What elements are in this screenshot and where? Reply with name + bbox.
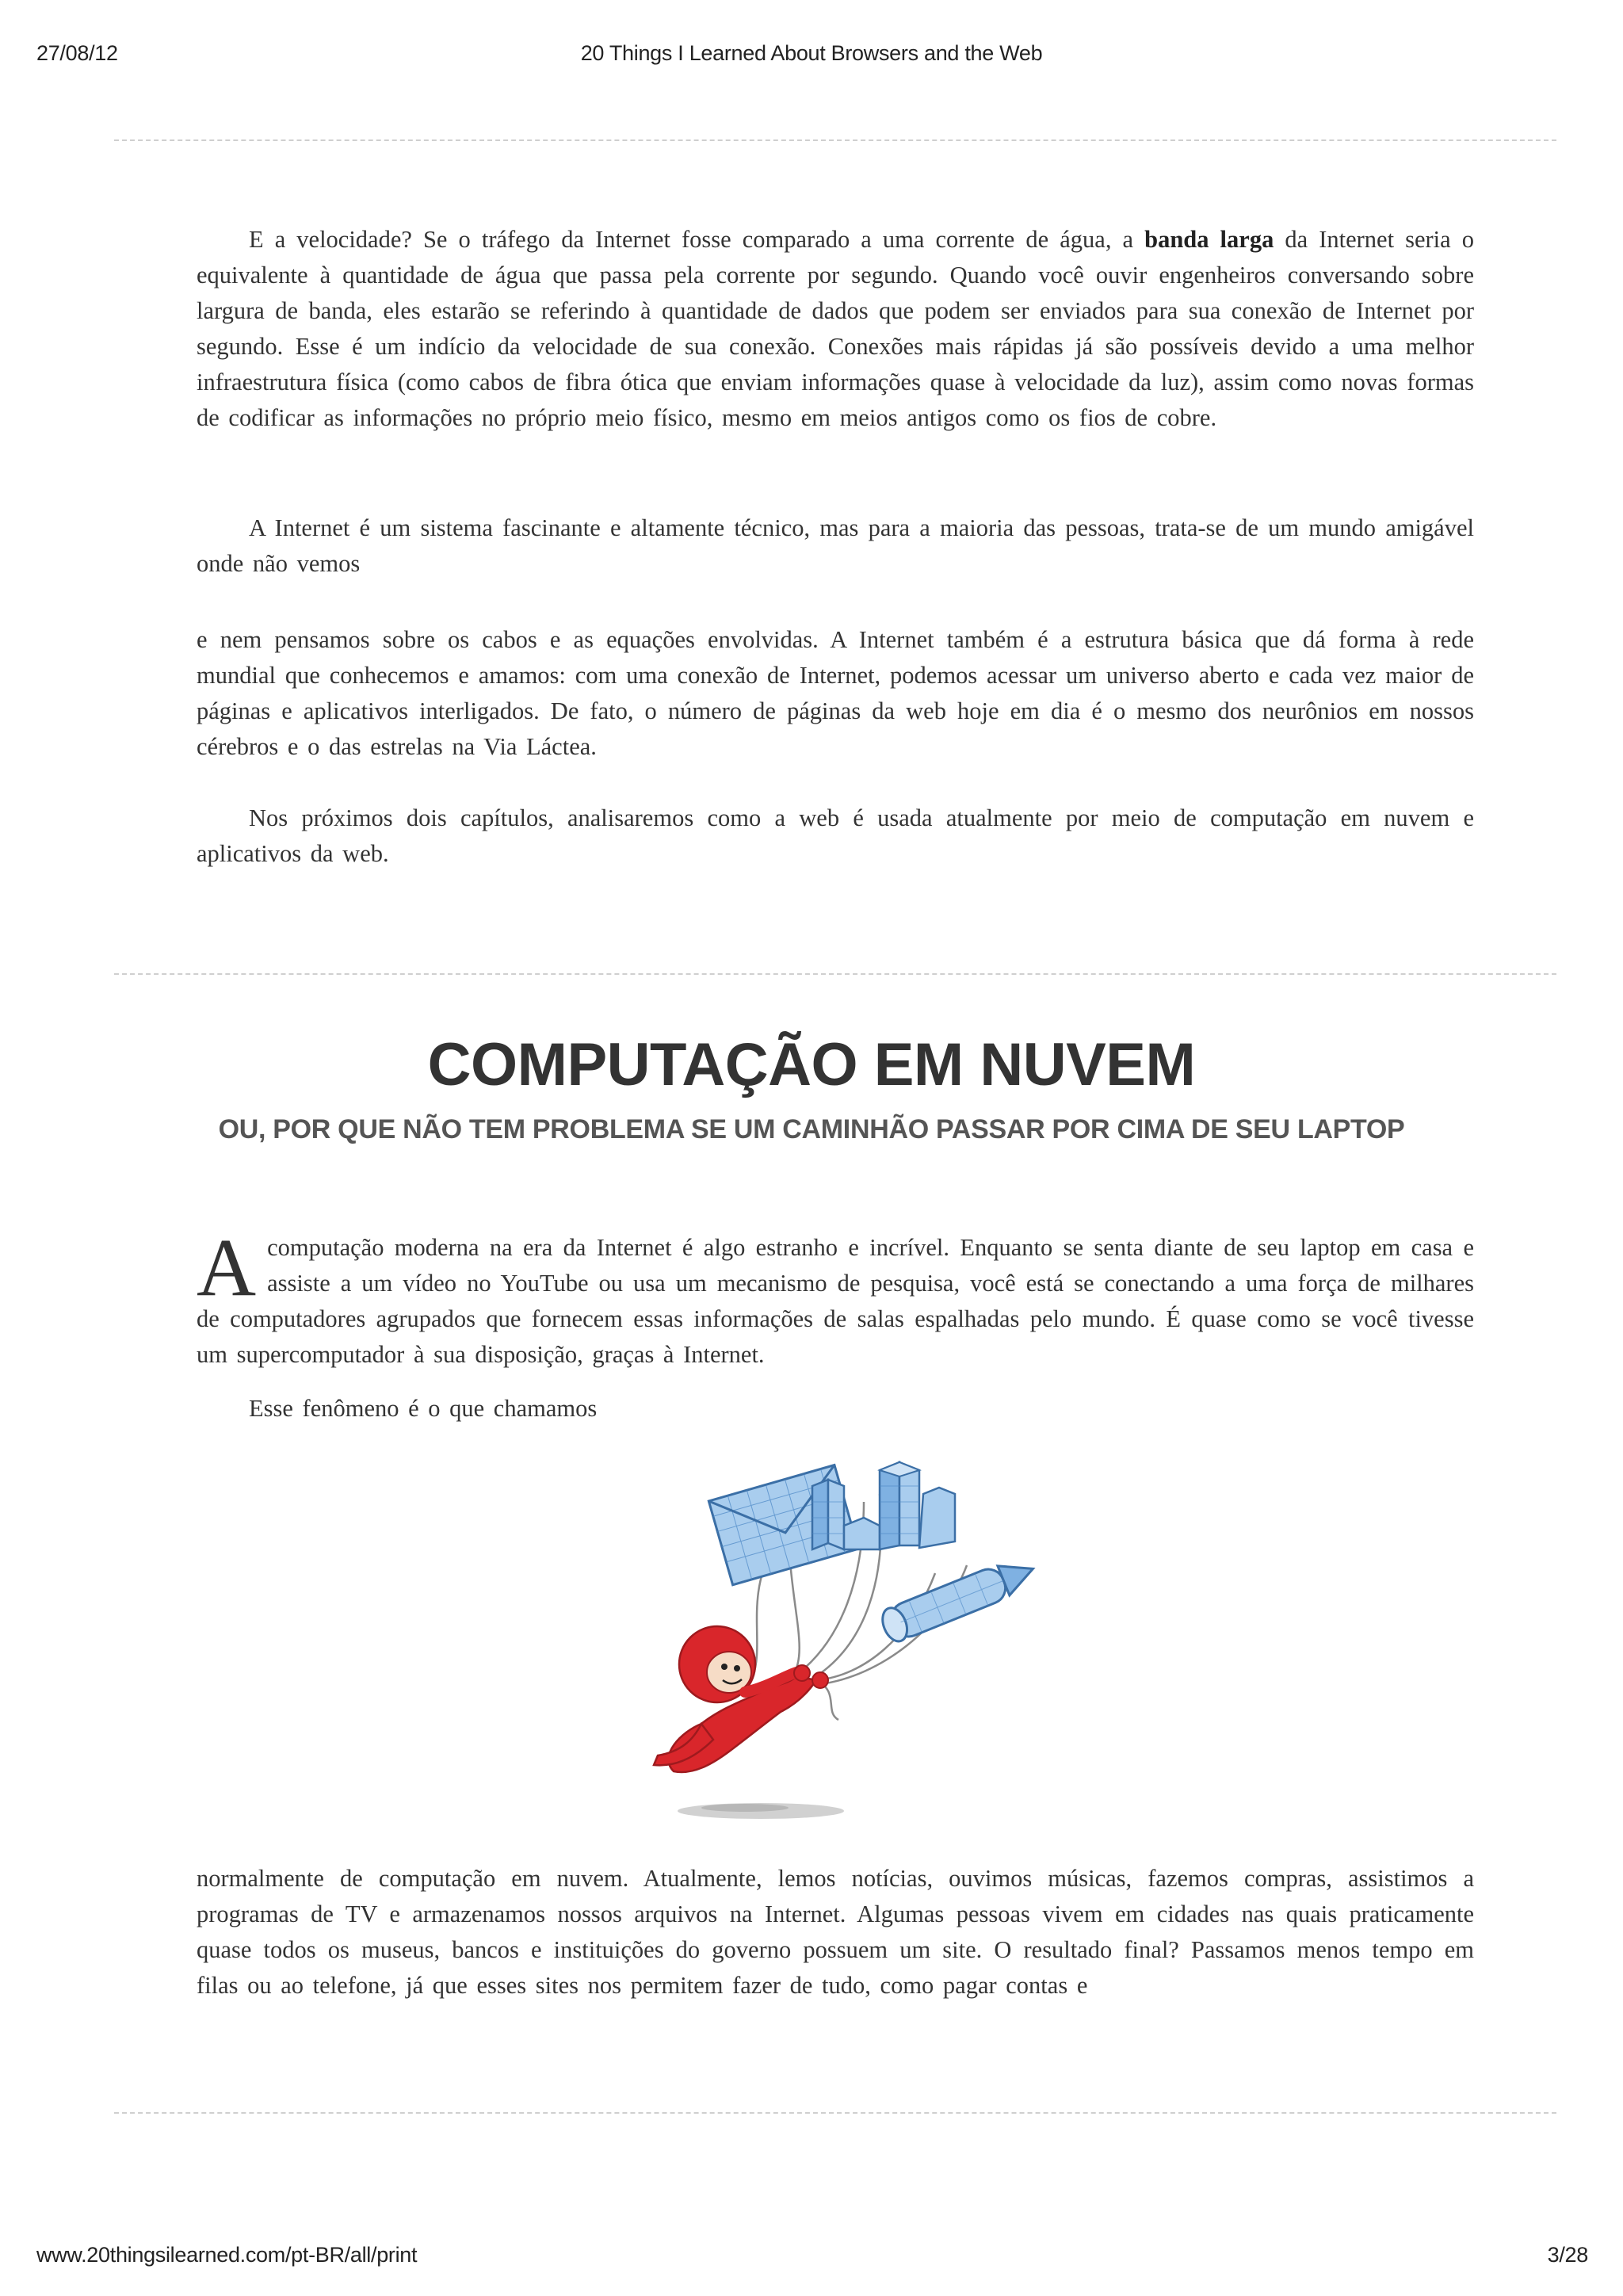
pen-balloon-icon <box>878 1553 1040 1645</box>
paragraph-cloud-usage: normalmente de computação em nuvem. Atualmente, lemos notícias, ouvimos músicas, fazemos compras, assistimos a programas de TV e armazenamos nossos arquivos na Internet. Algumas pessoas vivem em cidades nas quais praticamente quase todos os museus, bancos e instituições do governo possuem um site. O resultado final? Passamos menos tempo em filas ou ao telefone, já que esses sites nos permitem fazer de tudo, como pagar contas e <box>197 1865 1474 1999</box>
paragraph-text: computação moderna na era da Internet é algo estranho e incrível. Enquanto se senta diante de seu laptop em casa e assiste a um vídeo no YouTube ou usa um mecanismo de pesquisa, você está se conectando a uma força de milhares de computadores agrupados que fornecem essas informações de salas espalhadas pelo mundo. É quase como se você tivesse um supercomputador à sua disposição, graças à Internet. <box>197 1234 1474 1368</box>
divider-bottom <box>114 2112 1556 2114</box>
drop-cap: A <box>197 1222 257 1313</box>
red-character-icon <box>654 1626 828 1772</box>
paragraph-bandwidth <box>197 222 1474 436</box>
flying-character-illustration <box>626 1438 1070 1835</box>
paragraph-internet-system: A Internet é um sistema fascinante e altamente técnico, mas para a maioria das pessoas, trata-se de um mundo amigável onde não vemos <box>197 514 1474 577</box>
chapter-title: COMPUTAÇÃO EM NUVEM <box>427 1031 1196 1098</box>
paragraph-next-chapters: Nos próximos dois capítulos, analisaremos como a web é usada atualmente por meio de computação em nuvem e aplicativos da web. <box>197 804 1474 867</box>
chapter-subtitle: OU, POR QUE NÃO TEM PROBLEMA SE UM CAMINHÃO PASSAR POR CIMA DE SEU LAPTOP <box>218 1114 1405 1144</box>
paragraph-phenomenon: Esse fenômeno é o que chamamos <box>249 1395 598 1422</box>
paragraph-text: da Internet seria o equivalente à quantidade de água que passa pela corrente por segundo. Quando você ouvir engenheiros conversando sobre largura de banda, eles estarão se referindo à quantidade de dados que podem ser enviados para sua conexão de Internet por segundo. Esse é um indício da velocidade de sua conexão. Conexões mais rápidas já são possíveis devido a uma melhor infraestrutura física (como cabos de fibra ótica que enviam informações quase à velocidade da luz), assim como novas formas de codificar as informações no próprio meio físico, mesmo em meios antigos como os fios de cobre. <box>197 226 1475 431</box>
divider-chapter <box>114 973 1556 975</box>
paragraph-text: E a velocidade? Se o tráfego da Internet fosse comparado a uma corrente de água, a <box>249 226 1145 253</box>
paragraph-modern-computing <box>197 1222 1474 1373</box>
paragraph-cables: e nem pensamos sobre os cabos e as equações envolvidas. A Internet também é a estrutura básica que dá forma à rede mundial que conhecemos e amamos: com uma conexão de Internet, podemos acessar um universo aberto e cada vez maior de páginas e aplicativos interligados. De fato, o número de páginas da web hoje em dia é o mesmo dos neurônios em nossos cérebros e o das estrelas na Via Láctea. <box>197 626 1474 760</box>
header-title: 20 Things I Learned About Browsers and the Web <box>580 41 1043 65</box>
header-date: 27/08/12 <box>36 41 118 65</box>
footer-page-number: 3/28 <box>1547 2243 1588 2267</box>
bold-term: banda larga <box>1144 226 1274 253</box>
divider-top <box>114 139 1556 141</box>
footer-url: www.20thingsilearned.com/pt-BR/all/print <box>36 2243 418 2267</box>
